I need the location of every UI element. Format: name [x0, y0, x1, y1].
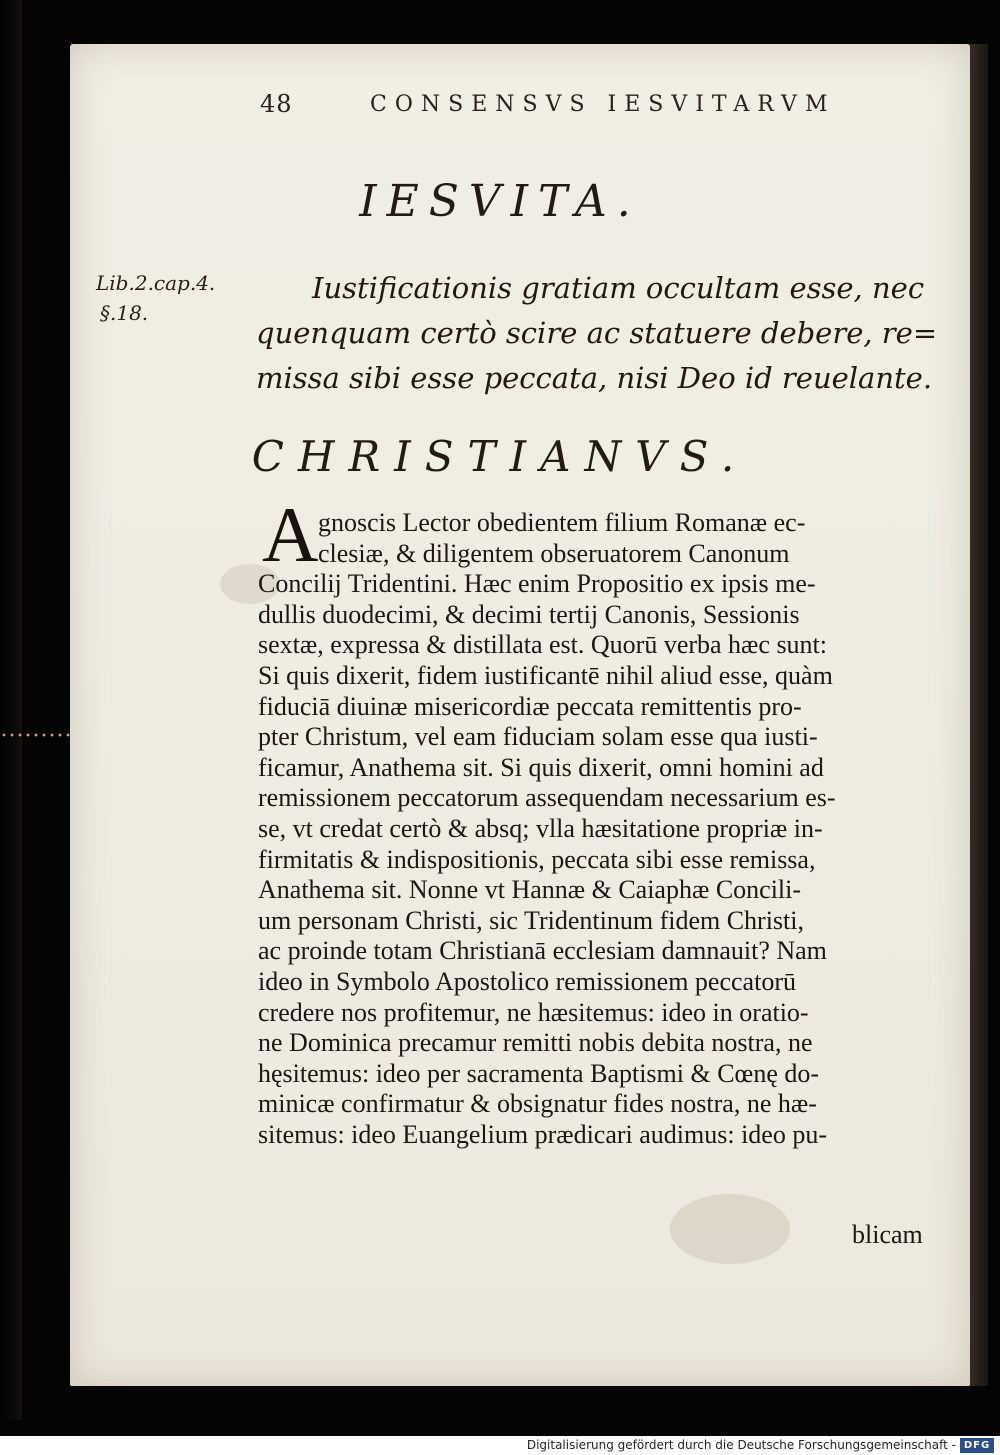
text-line: pter Christum, vel eam fiduciam solam esse qua iusti-: [258, 722, 818, 752]
text-line: Anathema sit. Nonne vt Hannæ & Caiaphæ Concili-: [258, 875, 802, 905]
text-line: hęsitemus: ideo per sacramenta Baptismi & Cœnę do-: [258, 1058, 820, 1088]
text-line: credere nos profitemur, ne hæsitemus: ideo in oratio-: [258, 997, 809, 1027]
margin-note-line: §.18.: [100, 301, 149, 325]
text-line: sextæ, expressa & distillata est. Quorū verba hæc sunt:: [258, 630, 828, 660]
text-line: se, vt credat certò & absq; vlla hæsitatione propriæ in-: [258, 813, 823, 843]
text-line: ac proinde totam Christianā ecclesiam damnauit? Nam: [258, 936, 827, 966]
text-line: Concilij Tridentini. Hæc enim Propositio ex ipsis me-: [258, 569, 816, 599]
jesuit-heading: IESVITA.: [359, 176, 641, 227]
funding-credit: Digitalisierung gefördert durch die Deutsche Forschungsgemeinschaft -: [526, 1438, 956, 1452]
christian-response: [258, 508, 918, 1150]
margin-note: [96, 268, 246, 328]
binding-thread-marks: [0, 733, 70, 737]
running-head: [190, 88, 850, 118]
jesuit-proposition: [256, 266, 938, 401]
text-line: firmitatis & indispositionis, peccata sibi esse remissa,: [258, 844, 816, 874]
text-line: minicæ confirmatur & obsignatur fides nostra, ne hæ-: [258, 1089, 817, 1119]
text-line: gnoscis Lector obedientem filium Romanæ ec-: [318, 508, 806, 537]
paper-stain: [670, 1194, 790, 1264]
margin-note-line: Lib.2.cap.4.: [96, 271, 216, 295]
catchword: blicam: [852, 1220, 923, 1249]
running-title: CONSENSVS IESVITARVM: [370, 92, 836, 117]
dfg-logo[interactable]: DFG: [960, 1438, 994, 1453]
footer-bar: [0, 1436, 1000, 1455]
christian-heading: CHRISTIANVS.: [251, 432, 749, 481]
page-number: 48: [260, 90, 293, 118]
text-line: fiduciā diuinæ misericordiæ peccata remittentis pro-: [258, 691, 802, 721]
text-line: dullis duodecimi, & decimi tertij Canonis, Sessionis: [258, 599, 800, 629]
text-line: sitemus: ideo Euangelium prædicari audimus: ideo pu-: [258, 1119, 828, 1149]
text-line: ideo in Symbolo Apostolico remissionem peccatorū: [258, 966, 796, 996]
text-line: remissionem peccatorum assequendam necessarium es-: [258, 783, 836, 813]
text-line: ficamur, Anathema sit. Si quis dixerit, omni homini ad: [258, 752, 824, 782]
text-line: clesiæ, & diligentem obseruatorem Canonum: [318, 538, 790, 568]
text-line: um personam Christi, sic Tridentinum fidem Christi,: [258, 905, 804, 935]
text-line: ne Dominica precamur remitti nobis debita nostra, ne: [258, 1028, 813, 1058]
text-line: Iustificationis gratiam occultam esse, nec: [312, 271, 925, 305]
drop-cap: A: [262, 491, 319, 578]
text-line: missa sibi esse peccata, nisi Deo id reuelante.: [256, 361, 933, 395]
text-line: quenquam certò scire ac statuere debere, re=: [256, 316, 938, 350]
text-line: Si quis dixerit, fidem iustificantē nihil aliud esse, quàm: [258, 660, 833, 690]
